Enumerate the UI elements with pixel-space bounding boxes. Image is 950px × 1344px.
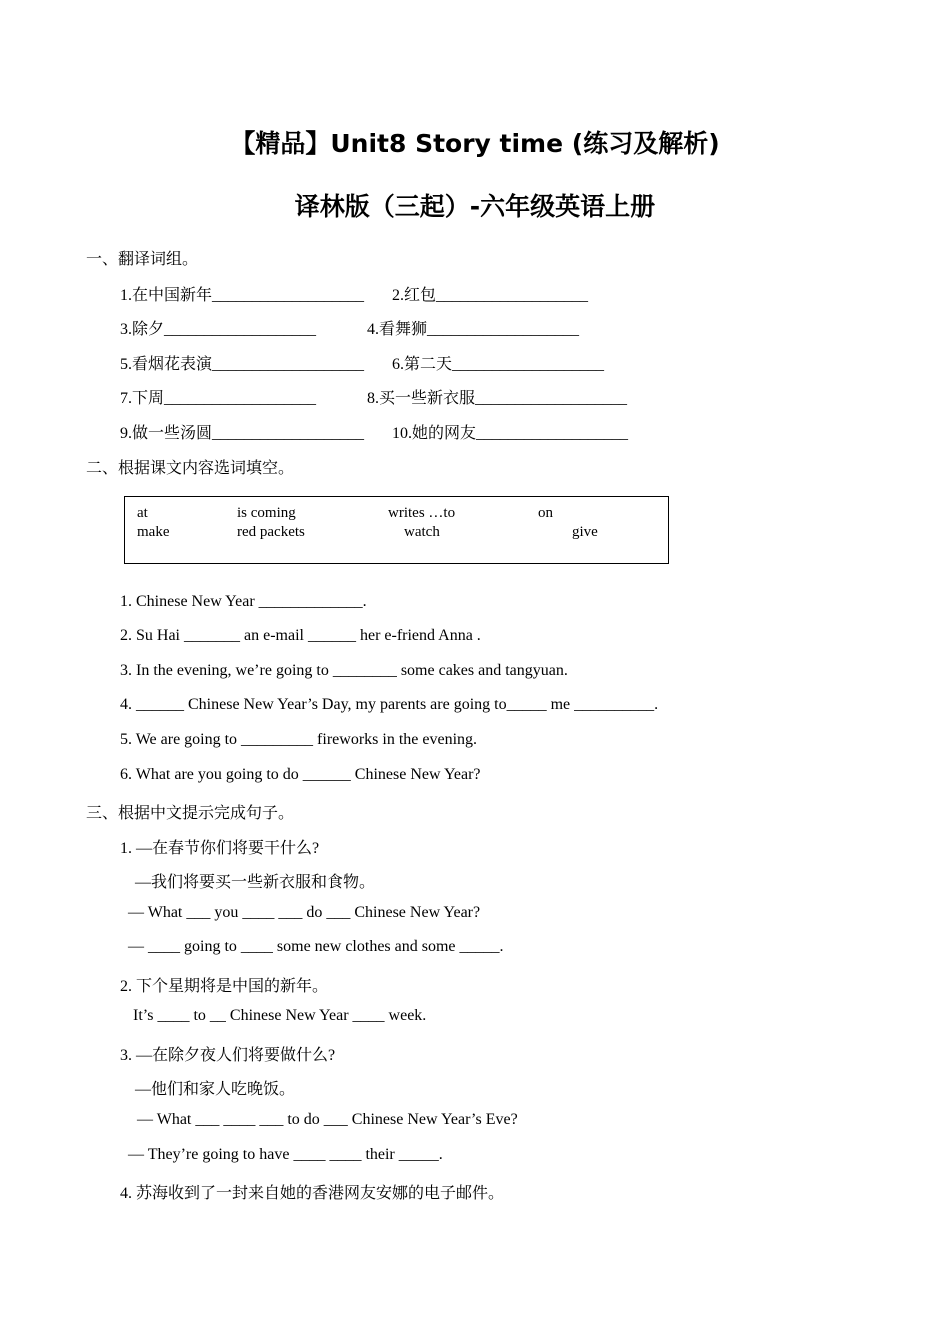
word-bank-item: watch xyxy=(404,524,440,540)
document-subtitle: 译林版（三起）-六年级英语上册 xyxy=(294,192,656,221)
phrase-item: 5.看烟花表演___________________ xyxy=(120,356,365,373)
fill-sentence: 2. Su Hai _______ an e-mail ______ her e-friend Anna . xyxy=(120,627,481,644)
word-bank-item: writes …to xyxy=(388,505,456,521)
phrase-item: 1.在中国新年___________________ xyxy=(120,287,365,304)
section1-heading: 一、翻译词组。 xyxy=(86,249,199,268)
answer-line: It’s ____ to __ Chinese New Year ____ week. xyxy=(133,1007,427,1024)
phrase-item: 10.她的网友___________________ xyxy=(392,425,629,442)
section3-heading: 三、根据中文提示完成句子。 xyxy=(86,803,295,822)
phrase-item: 3.除夕___________________ xyxy=(120,321,317,338)
word-bank-item: on xyxy=(538,505,553,521)
fill-sentence: 1. Chinese New Year _____________. xyxy=(120,593,367,610)
fill-sentence: 6. What are you going to do ______ Chinese New Year? xyxy=(120,766,481,783)
phrase-item: 2.红包___________________ xyxy=(392,287,589,304)
word-bank-item: at xyxy=(137,505,148,521)
answer-line: — What ___ ____ ___ to do ___ Chinese New Year’s Eve? xyxy=(137,1111,518,1128)
question-line: 1. —在春节你们将要干什么? xyxy=(120,840,320,857)
phrase-item: 4.看舞狮___________________ xyxy=(367,321,580,338)
phrase-item: 8.买一些新衣服___________________ xyxy=(367,390,628,407)
phrase-item: 9.做一些汤圆___________________ xyxy=(120,425,365,442)
fill-sentence: 3. In the evening, we’re going to ________ some cakes and tangyuan. xyxy=(120,662,568,679)
word-bank xyxy=(124,496,669,564)
question-line: 4. 苏海收到了一封来自她的香港网友安娜的电子邮件。 xyxy=(120,1185,505,1202)
question-line: —我们将要买一些新衣服和食物。 xyxy=(135,874,376,891)
word-bank-item: make xyxy=(137,524,170,540)
phrase-item: 6.第二天___________________ xyxy=(392,356,605,373)
question-line: 2. 下个星期将是中国的新年。 xyxy=(120,978,329,995)
answer-line: — ____ going to ____ some new clothes and some _____. xyxy=(128,938,504,955)
document-title: 【精品】Unit8 Story time (练习及解析) xyxy=(230,129,720,158)
fill-sentence: 4. ______ Chinese New Year’s Day, my parents are going to_____ me __________. xyxy=(120,696,659,713)
word-bank-item: is coming xyxy=(237,505,296,521)
answer-line: — They’re going to have ____ ____ their _____. xyxy=(128,1146,443,1163)
word-bank-item: give xyxy=(572,524,598,540)
word-bank-item: red packets xyxy=(237,524,305,540)
phrase-item: 7.下周___________________ xyxy=(120,390,317,407)
question-line: 3. —在除夕夜人们将要做什么? xyxy=(120,1047,336,1064)
question-line: —他们和家人吃晚饭。 xyxy=(135,1081,296,1098)
section2-heading: 二、根据课文内容选词填空。 xyxy=(86,458,295,477)
fill-sentence: 5. We are going to _________ fireworks in the evening. xyxy=(120,731,478,748)
answer-line: — What ___ you ____ ___ do ___ Chinese New Year? xyxy=(128,904,481,921)
